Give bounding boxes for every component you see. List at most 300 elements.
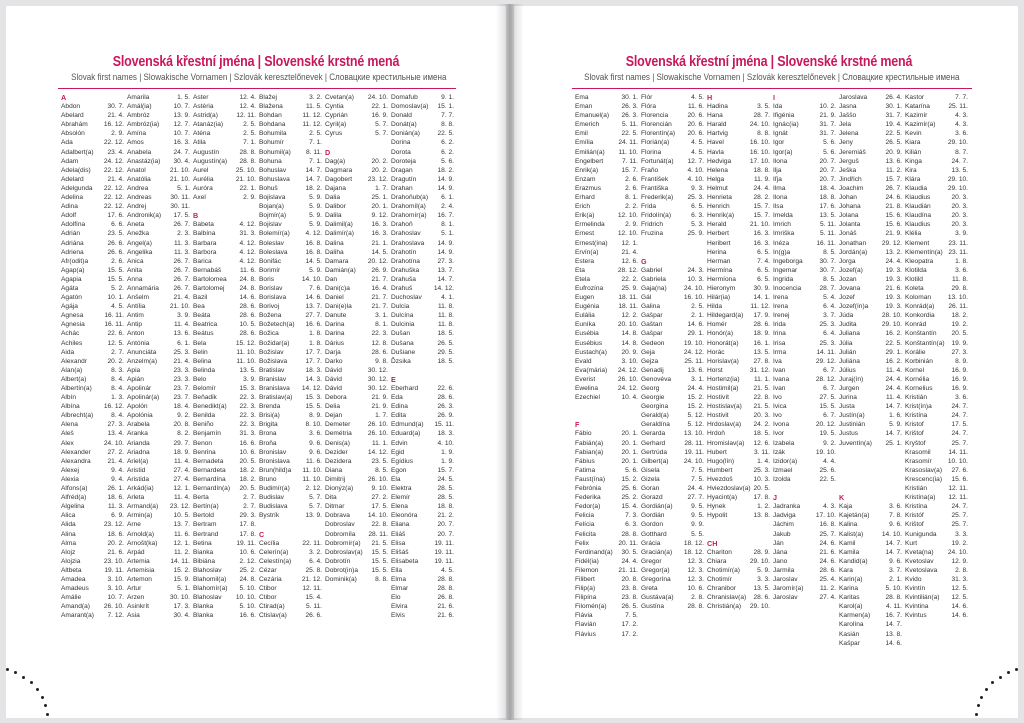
name-text: Antim (127, 312, 144, 320)
name-day-date: 22. 5. (437, 130, 454, 138)
name-text: Adina (61, 203, 78, 211)
name-day-date: 9. 6. (309, 439, 322, 447)
name-text: Cecília (259, 539, 280, 547)
name-entry (259, 484, 322, 493)
name-entry (707, 402, 770, 411)
name-day-date: 25. 6. (621, 485, 638, 493)
name-day-date: 6. 7. (823, 412, 836, 420)
name-entry (773, 257, 836, 266)
name-text: Christián(a) (707, 603, 742, 611)
name-entry (707, 511, 770, 520)
name-entry (259, 229, 322, 238)
name-day-date: 15. 12. (235, 339, 256, 347)
name-text: Gisela (641, 466, 660, 474)
name-entry (259, 266, 322, 275)
name-day-date: 21. 12. (301, 575, 322, 583)
name-entry (61, 339, 124, 348)
name-day-date: 14. 6. (951, 612, 968, 620)
name-day-date: 28. 8. (621, 530, 638, 538)
name-day-date: 28. 12. (617, 266, 638, 274)
decorative-dot (41, 696, 44, 699)
name-day-date: 26. 6. (107, 239, 124, 247)
name-entry (575, 530, 638, 539)
name-day-date: 24. 2. (753, 421, 770, 429)
name-day-date: 20. 2. (371, 166, 388, 174)
name-text: Boris (259, 275, 275, 283)
name-day-date: 3. 10. (621, 357, 638, 365)
name-text: Bertram (193, 521, 217, 529)
name-text: Cyprián (325, 112, 348, 120)
name-day-date (834, 611, 836, 620)
name-entry (391, 411, 454, 420)
decorative-dot (999, 676, 1002, 679)
name-day-date: 19. 10. (815, 448, 836, 456)
name-entry (259, 166, 322, 175)
name-entry (61, 166, 124, 175)
name-text: Izmael (773, 466, 793, 474)
name-entry (905, 339, 968, 348)
name-day-date: 18. 6. (107, 530, 124, 538)
name-text: Apolón (127, 403, 148, 411)
name-day-date: 5. 10. (239, 585, 256, 593)
name-entry (641, 411, 704, 420)
name-entry (61, 302, 124, 311)
name-day-date (768, 520, 770, 529)
name-entry (127, 484, 190, 493)
name-text: Dobromír(a) (325, 539, 361, 547)
name-text: Branislav (259, 375, 287, 383)
name-entry (641, 266, 704, 275)
name-entry (773, 420, 836, 429)
name-entry (905, 275, 968, 284)
name-entry (127, 157, 190, 166)
name-entry (773, 348, 836, 357)
name-day-date: 2. 5. (691, 303, 704, 311)
name-entry (391, 248, 454, 257)
name-day-date: 6. 2. (441, 139, 454, 147)
name-text: Alojzia (61, 557, 81, 565)
name-day-date: 31. 7. (885, 112, 902, 120)
name-entry (325, 93, 388, 102)
name-entry (839, 575, 902, 584)
name-day-date: 29. 7. (173, 439, 190, 447)
name-day-date: 26. 3. (621, 103, 638, 111)
name-text: Fábio (575, 430, 592, 438)
name-text: Cezária (259, 575, 282, 583)
name-entry (127, 402, 190, 411)
name-day-date: 30. 7. (819, 257, 836, 265)
name-text: Bibiána (193, 557, 215, 565)
name-entry (193, 266, 256, 275)
name-text: Enzam (575, 175, 596, 183)
name-text: Egídius (391, 457, 413, 465)
name-day-date: 27. 4. (173, 475, 190, 483)
name-day-date: 9. 2. (823, 439, 836, 447)
name-day-date: 16. 3. (753, 239, 770, 247)
name-entry (575, 557, 638, 566)
name-text: Arpád (127, 548, 145, 556)
name-day-date: 24. 4. (753, 184, 770, 192)
name-day-date: 11. 9. (753, 175, 770, 183)
name-day-date: 2. 2. (625, 203, 638, 211)
name-day-date: 8. 1. (441, 221, 454, 229)
name-text: Kvintina (905, 603, 929, 611)
name-day-date: 31. 3. (951, 575, 968, 583)
name-entry (391, 357, 454, 366)
name-day-date (636, 420, 638, 429)
name-day-date (254, 211, 256, 220)
letter-heading (773, 93, 836, 102)
name-entry (707, 630, 770, 639)
name-entry (575, 575, 638, 584)
name-entry (193, 384, 256, 393)
name-day-date (386, 593, 388, 602)
name-entry (575, 248, 638, 257)
name-entry (707, 138, 770, 147)
name-entry (391, 148, 454, 157)
name-entry (773, 566, 836, 575)
name-day-date: 5. 9. (309, 194, 322, 202)
name-text: Filipína (575, 594, 597, 602)
name-day-date: 24. 10. (103, 439, 124, 447)
name-entry (641, 429, 704, 438)
name-text: Hvezdoš (707, 475, 733, 483)
name-text: Jorga (839, 257, 856, 265)
name-day-date: 28. 6. (819, 566, 836, 574)
name-day-date: 5. 4. (823, 294, 836, 302)
name-day-date: 14. 6. (885, 639, 902, 647)
name-entry (773, 311, 836, 320)
name-text: Kiara (905, 139, 921, 147)
name-text: Helmut (707, 184, 728, 192)
name-day-date: 18. 6. (107, 494, 124, 502)
name-day-date: 21. 7. (371, 275, 388, 283)
name-entry (839, 457, 902, 466)
name-day-date: 28. 12. (815, 375, 836, 383)
left-page (6, 6, 506, 718)
name-text: Alexandra (61, 457, 91, 465)
name-day-date: 26. 6. (107, 248, 124, 256)
name-text: Kvintus (905, 612, 927, 620)
name-text: Kornélia (905, 375, 930, 383)
name-day-date: 20. 9. (621, 348, 638, 356)
name-day-date: 11. 10. (236, 348, 256, 356)
name-day-date (768, 530, 770, 539)
name-entry (61, 429, 124, 438)
name-text: Fedor(a) (575, 503, 601, 511)
name-entry (707, 248, 770, 257)
name-text: Celerín(a) (259, 548, 289, 556)
name-day-date (768, 620, 770, 629)
name-text: Gregor(a) (641, 566, 670, 574)
name-text: Kryštof (905, 439, 926, 447)
name-entry (193, 402, 256, 411)
name-text: Drahomíl(a) (391, 203, 426, 211)
name-day-date: 16. 8. (305, 248, 322, 256)
name-entry (127, 229, 190, 238)
name-text: Jasna (839, 103, 857, 111)
name-day-date: 13. 5. (753, 585, 770, 593)
name-entry (259, 357, 322, 366)
name-entry (259, 539, 322, 548)
decorative-dot (980, 696, 983, 699)
name-day-date: 10. 6. (239, 548, 256, 556)
name-day-date: 13. 7. (173, 521, 190, 529)
name-text: Kleopatra (905, 257, 934, 265)
name-text: Fridolín(a) (641, 212, 672, 220)
name-entry (391, 193, 454, 202)
name-day-date: 20. 7. (819, 157, 836, 165)
name-text: Elemír (391, 494, 411, 502)
name-text: Ivo (773, 394, 782, 402)
name-entry (905, 248, 968, 257)
decorative-dot (30, 681, 33, 684)
name-text: Achác (61, 330, 80, 338)
name-entry (575, 357, 638, 366)
name-day-date (834, 602, 836, 611)
name-text: Darina (325, 321, 345, 329)
name-text: Dulcia (391, 303, 410, 311)
name-text: Elektra (391, 485, 412, 493)
name-day-date: 3. 5. (757, 103, 770, 111)
name-entry (905, 129, 968, 138)
name-entry (127, 548, 190, 557)
name-text: Anabela (127, 148, 152, 156)
name-text: Bertrand (193, 530, 219, 538)
name-text: Dobromíla (325, 530, 356, 538)
name-day-date: 11. 1. (753, 375, 770, 383)
name-day-date: 23. 8. (621, 585, 638, 593)
name-day-date: 13. 5. (951, 166, 968, 174)
name-text: Jolanta (839, 221, 861, 229)
name-entry (259, 302, 322, 311)
name-text: Juventín(a) (839, 439, 872, 447)
letter-heading (839, 493, 902, 502)
name-text: Horác (707, 348, 725, 356)
name-day-date: 10. 7. (173, 103, 190, 111)
name-entry (839, 466, 902, 475)
name-text: Filomén(a) (575, 603, 607, 611)
name-day-date: 15. 7. (621, 166, 638, 174)
name-day-date: 10. 10. (235, 594, 256, 602)
name-text: Kara (839, 566, 853, 574)
name-text: Flávius (575, 630, 596, 638)
name-text: Eufrozína (575, 284, 604, 292)
name-text: Flavián (575, 621, 597, 629)
name-text: Bohuna (259, 157, 282, 165)
decorative-dot (991, 681, 994, 684)
name-text: Adam (61, 157, 79, 165)
name-day-date (254, 202, 256, 211)
name-text: Alexia (61, 475, 79, 483)
name-entry (61, 284, 124, 293)
name-day-date (636, 411, 638, 420)
name-text: Dani(e)la (325, 303, 352, 311)
name-entry (259, 157, 322, 166)
name-day-date: 22. 5. (819, 475, 836, 483)
name-entry (641, 611, 704, 620)
name-text: Felicita (575, 530, 596, 538)
name-entry (259, 348, 322, 357)
name-day-date: 4. 10. (687, 166, 704, 174)
name-day-date: 8. 5. (823, 275, 836, 283)
name-entry (905, 239, 968, 248)
name-day-date: 2. 9. (625, 221, 638, 229)
name-text: Adriána (61, 239, 84, 247)
name-text: Kamil (839, 539, 856, 547)
name-entry (61, 239, 124, 248)
name-text: Artemon (127, 575, 152, 583)
name-entry (193, 220, 256, 229)
name-text: Eda (391, 394, 403, 402)
name-text: Dobrot(in)a (325, 566, 358, 574)
name-entry (905, 630, 968, 639)
name-day-date: 22. 3. (239, 412, 256, 420)
name-text: Benrina (193, 448, 216, 456)
name-column (641, 93, 707, 648)
name-text: Gordián (641, 512, 665, 520)
name-entry (707, 475, 770, 484)
name-text: Izabela (773, 439, 795, 447)
name-day-date: 4. 12. (239, 221, 256, 229)
name-day-date: 12. 3. (687, 566, 704, 574)
name-text: Annamária (127, 284, 159, 292)
name-entry (391, 239, 454, 248)
name-day-date: 31. 7. (819, 130, 836, 138)
name-entry (905, 539, 968, 548)
name-entry (193, 329, 256, 338)
name-day-date: 8. 4. (111, 385, 124, 392)
name-entry (259, 284, 322, 293)
name-day-date: 26. 10. (617, 375, 638, 383)
name-entry (707, 293, 770, 302)
name-entry (259, 402, 322, 411)
name-entry (259, 420, 322, 429)
name-entry (839, 502, 902, 511)
name-text: Andrea (127, 184, 149, 192)
letter-heading-text: I (773, 93, 775, 102)
name-day-date: 14. 7. (305, 166, 322, 174)
name-day-date: 15. 4. (305, 594, 322, 602)
name-text: Federika (575, 494, 601, 502)
name-text: Ella (391, 566, 402, 574)
name-entry (575, 202, 638, 211)
name-day-date: 5. 11. (305, 603, 322, 611)
name-entry (575, 266, 638, 275)
name-day-date: 20. 3. (951, 203, 968, 211)
name-day-date: 4. 5. (111, 303, 124, 311)
name-text: Eusébia (575, 330, 599, 338)
name-text: Havla (707, 148, 724, 156)
name-text: Božena (259, 312, 282, 320)
name-day-date: 25. 2. (621, 494, 638, 502)
name-entry (707, 411, 770, 420)
name-entry (575, 293, 638, 302)
name-entry (259, 466, 322, 475)
name-day-date: 8. 10. (305, 421, 322, 429)
name-day-date (900, 475, 902, 484)
name-day-date: 8. 1. (625, 194, 638, 202)
name-text: Andreas (127, 194, 152, 202)
name-text: Irena (773, 303, 789, 311)
name-text: Anastáz(ia) (127, 157, 161, 165)
letter-heading (259, 530, 322, 539)
name-entry (127, 557, 190, 566)
name-entry (839, 475, 902, 484)
name-day-date: 5. 7. (309, 503, 322, 511)
name-text: Agapia (61, 275, 82, 283)
name-day-date: 23. 12. (367, 175, 388, 183)
name-text: Aténa (193, 130, 211, 138)
name-day-date (702, 630, 704, 639)
name-day-date: 13. 9. (173, 112, 190, 120)
name-day-date: 24. 7. (951, 430, 968, 438)
name-text: Denis(a) (325, 439, 350, 447)
name-entry (391, 548, 454, 557)
name-day-date: 5. 9. (889, 421, 902, 429)
name-day-date: 5. 5. (691, 530, 704, 538)
name-entry (127, 611, 190, 620)
name-text: Ctislav(a) (259, 612, 287, 620)
name-text: Amína (127, 130, 147, 138)
name-day-date: 24. 8. (239, 575, 256, 583)
name-day-date: 2. 6. (111, 257, 124, 265)
name-text: Kunigunda (905, 530, 937, 538)
name-text: Angelika (127, 248, 153, 256)
name-entry (839, 239, 902, 248)
name-text: Jozef(a) (839, 266, 863, 274)
name-day-date: 23. 5. (107, 230, 124, 238)
name-entry (839, 302, 902, 311)
name-day-date: 19. 2. (951, 539, 968, 547)
name-text: Arnošt(ka) (127, 539, 158, 547)
name-text: Ignát (773, 130, 788, 138)
name-entry (259, 320, 322, 329)
name-text: Gizela (641, 475, 660, 483)
name-entry (391, 220, 454, 229)
name-day-date: 11. 8. (437, 303, 454, 311)
name-text: Dominik(a) (325, 575, 357, 583)
name-day-date (834, 630, 836, 639)
name-day-date: 23. 12. (169, 503, 190, 511)
name-day-date: 21. 9. (819, 112, 836, 120)
name-entry (259, 239, 322, 248)
name-text: Brun(hild)a (259, 466, 292, 474)
name-entry (575, 439, 638, 448)
name-day-date: 20. 1. (621, 457, 638, 465)
name-day-date: 17. 10. (815, 512, 836, 520)
name-day-date: 21. 6. (437, 612, 454, 620)
name-text: Gordián(a) (641, 503, 673, 511)
name-entry (391, 166, 454, 175)
letter-heading (61, 93, 124, 102)
name-entry (259, 293, 322, 302)
name-entry (61, 539, 124, 548)
name-text: Hubert (707, 448, 727, 456)
name-day-date: 20. 9. (885, 148, 902, 156)
name-day-date: 15. 3. (305, 394, 322, 402)
name-day-date: 17. 5. (371, 503, 388, 511)
name-text: Koloman (905, 294, 932, 302)
name-text: Ilona (773, 157, 788, 165)
name-entry (905, 293, 968, 302)
name-text: Anatólia (127, 175, 151, 183)
name-entry (905, 111, 968, 120)
name-text: Bohuslav (259, 166, 287, 174)
name-text: Balbína (193, 230, 216, 238)
name-text: Georgie (641, 394, 665, 402)
name-entry (641, 602, 704, 611)
